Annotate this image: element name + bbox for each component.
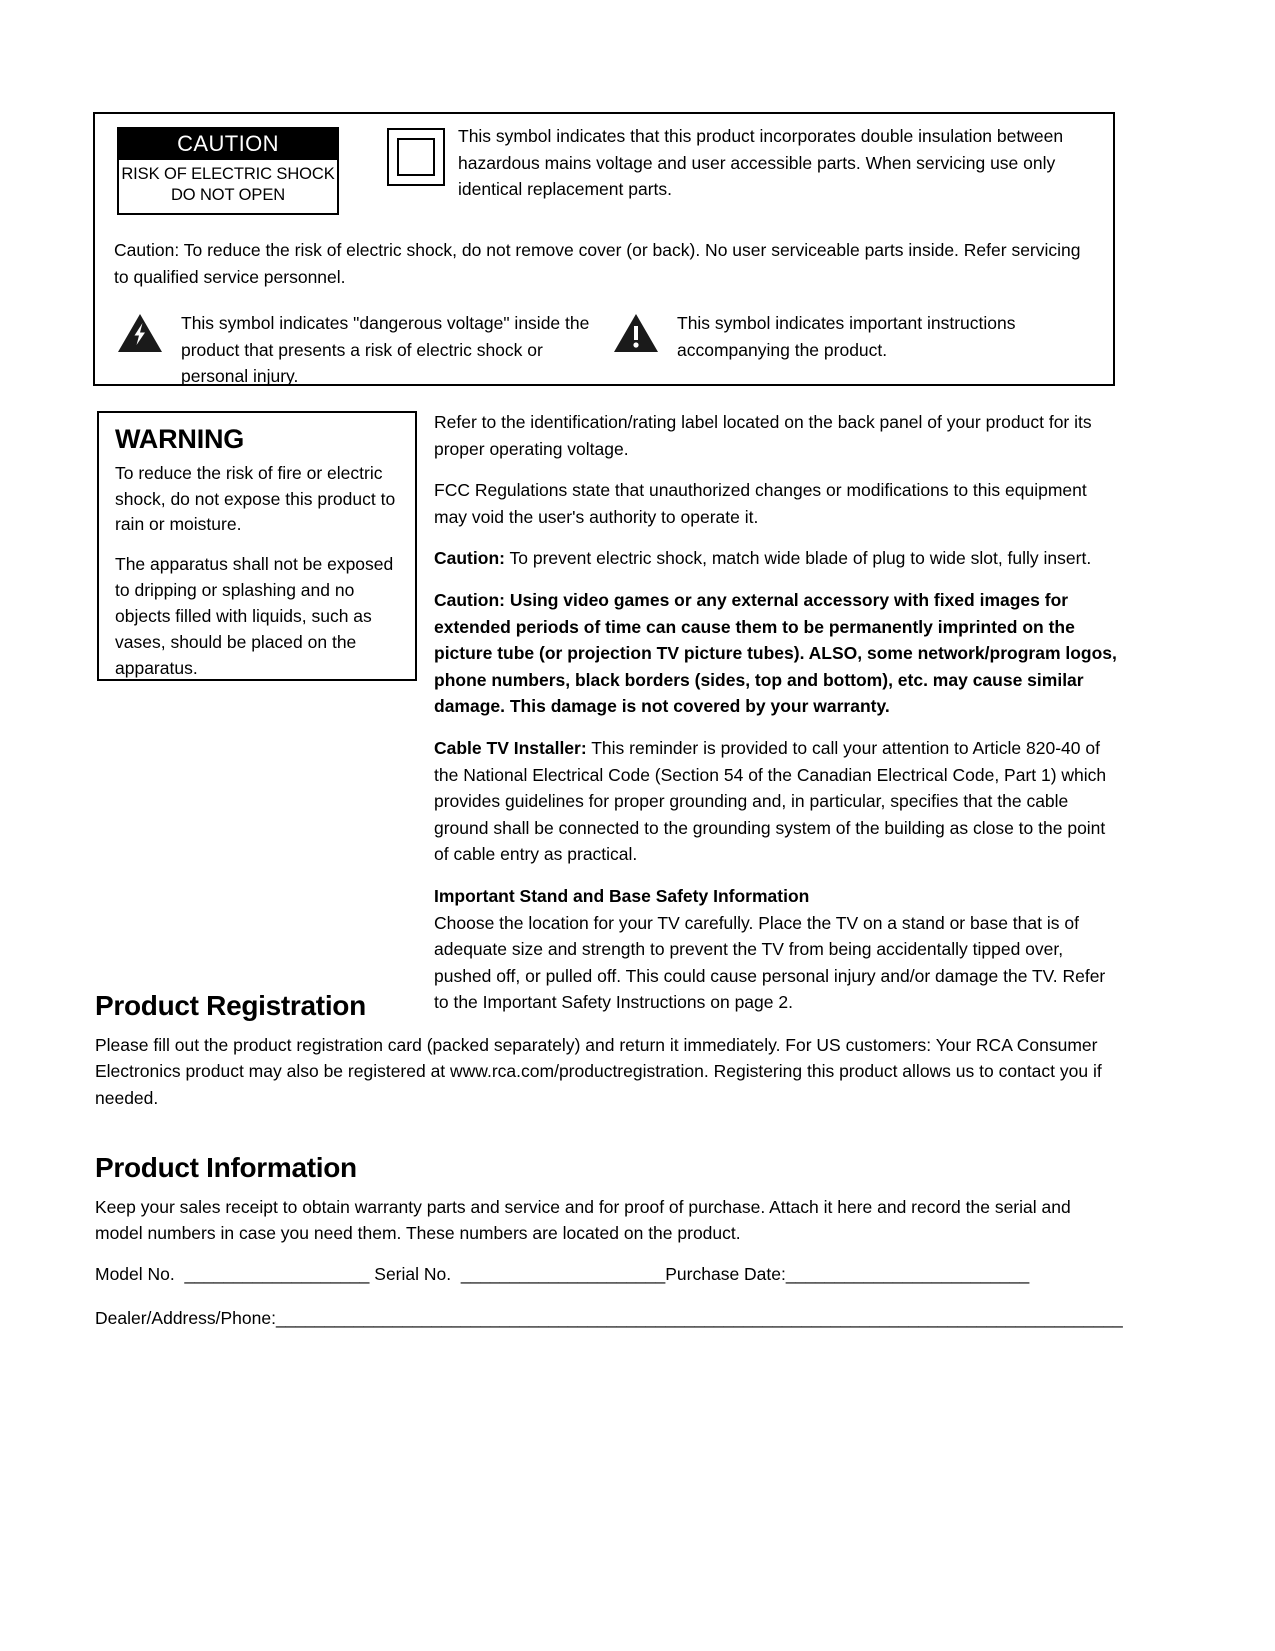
exclamation-triangle-icon xyxy=(613,313,659,353)
caution-plug-lead: Caution: xyxy=(434,548,505,569)
caution-label-block xyxy=(117,127,339,215)
caution-burn-in-paragraph: Caution: Using video games or any external accessory with fixed images for extended periods of time can cause them to be permanently imprinted on the picture tube (or projection TV picture tubes). ALSO, some network/program logos, phone numbers, black borders (sides, top and bottom), etc. may cause similar damage. This damage is not covered by your warranty. xyxy=(434,589,1117,717)
product-identifiers-row xyxy=(95,1261,1120,1287)
warning-title: WARNING xyxy=(115,424,245,454)
purchase-date-label: Purchase Date: xyxy=(665,1263,786,1284)
caution-panel xyxy=(93,112,1115,386)
double-insulation-text: This symbol indicates that this product incorporates double insulation between hazardous mains voltage and user accessible parts. When servicing use only identical replacement parts. xyxy=(458,126,1064,200)
cable-installer-lead: Cable TV Installer: xyxy=(434,737,587,758)
caution-sublabel-line1: RISK OF ELECTRIC SHOCK xyxy=(121,165,335,184)
lightning-bolt-triangle-icon xyxy=(117,313,163,353)
product-information-heading: Product Information xyxy=(95,1152,357,1183)
model-no-label: Model No. xyxy=(95,1263,175,1284)
rating-label-paragraph: Refer to the identification/rating label located on the back panel of your product for its proper operating voltage. xyxy=(434,412,1092,459)
serial-no-label: Serial No. xyxy=(374,1263,452,1284)
caution-plug-paragraph xyxy=(434,545,1117,572)
model-no-input[interactable]: ___________________ xyxy=(174,1263,375,1284)
important-instructions-symbol-row xyxy=(613,310,1093,363)
caution-sublabel xyxy=(119,160,337,213)
double-insulation-square-icon xyxy=(387,128,445,186)
stand-safety-heading: Important Stand and Base Safety Information xyxy=(434,885,810,906)
right-column-notices xyxy=(434,409,1117,1016)
cable-installer-body: This reminder is provided to call your attention to Article 820-40 of the National Electrical Code (Section 54 of the Canadian Electrical Code, Part 1) which provides guidelines for proper grounding and, in particular, specifies that the cable ground shall be connected to the grounding system of the building as close to the point of cable entry as practical. xyxy=(434,737,1107,865)
caution-plug-body: To prevent electric shock, match wide blade of plug to wide slot, fully insert. xyxy=(504,548,1092,569)
serial-no-input[interactable]: _____________________ xyxy=(451,1263,666,1284)
product-information-section xyxy=(95,1152,1123,1349)
product-registration-section xyxy=(95,990,1120,1125)
caution-paragraph: Caution: To reduce the risk of electric shock, do not remove cover (or back). No user serviceable parts inside. Refer servicing to qualified service personnel. xyxy=(114,240,1081,287)
dangerous-voltage-symbol-row xyxy=(117,310,597,390)
purchase-date-input[interactable]: _________________________ xyxy=(785,1263,1030,1284)
dealer-label: Dealer/Address/Phone: xyxy=(95,1307,276,1328)
dangerous-voltage-text: This symbol indicates "dangerous voltage" inside the product that presents a risk of electric shock or personal injury. xyxy=(181,313,590,387)
product-registration-heading: Product Registration xyxy=(95,990,366,1021)
warning-paragraph-2: The apparatus shall not be exposed to dripping or splashing and no objects filled with liquids, such as vases, should be placed on the apparatus. xyxy=(115,554,394,678)
cable-installer-paragraph xyxy=(434,735,1117,868)
stand-safety-paragraph: Choose the location for your TV carefully. Place the TV on a stand or base that is of adequate size and strength to prevent the TV from being accidentally tipped over, pushed off, or pulled off. This could cause personal injury and/or damage the TV. Refer to the Important Safety Instructions on page 2. xyxy=(434,912,1106,1013)
product-information-body: Keep your sales receipt to obtain warranty parts and service and for proof of purchase. Attach it here and record the serial and model numbers in case you need them. These numbers are located on the product. xyxy=(95,1197,1071,1244)
caution-heading: CAUTION xyxy=(119,129,337,160)
warning-panel xyxy=(97,411,417,681)
fcc-paragraph: FCC Regulations state that unauthorized changes or modifications to this equipment may void the user's authority to operate it. xyxy=(434,480,1087,527)
dealer-input[interactable]: _______________________________________________________________________________________ xyxy=(275,1307,1123,1328)
important-instructions-text: This symbol indicates important instructions accompanying the product. xyxy=(677,313,1016,360)
warning-paragraph-1: To reduce the risk of fire or electric shock, do not expose this product to rain or moisture. xyxy=(115,462,396,535)
caution-sublabel-line2: DO NOT OPEN xyxy=(170,186,286,205)
dealer-row xyxy=(95,1305,1123,1331)
product-registration-body: Please fill out the product registration card (packed separately) and return it immediately. For US customers: Your RCA Consumer Electronics product may also be registered at www.rca.com/productregistration. Registering this product allows us to contact you if needed. xyxy=(95,1035,1102,1108)
